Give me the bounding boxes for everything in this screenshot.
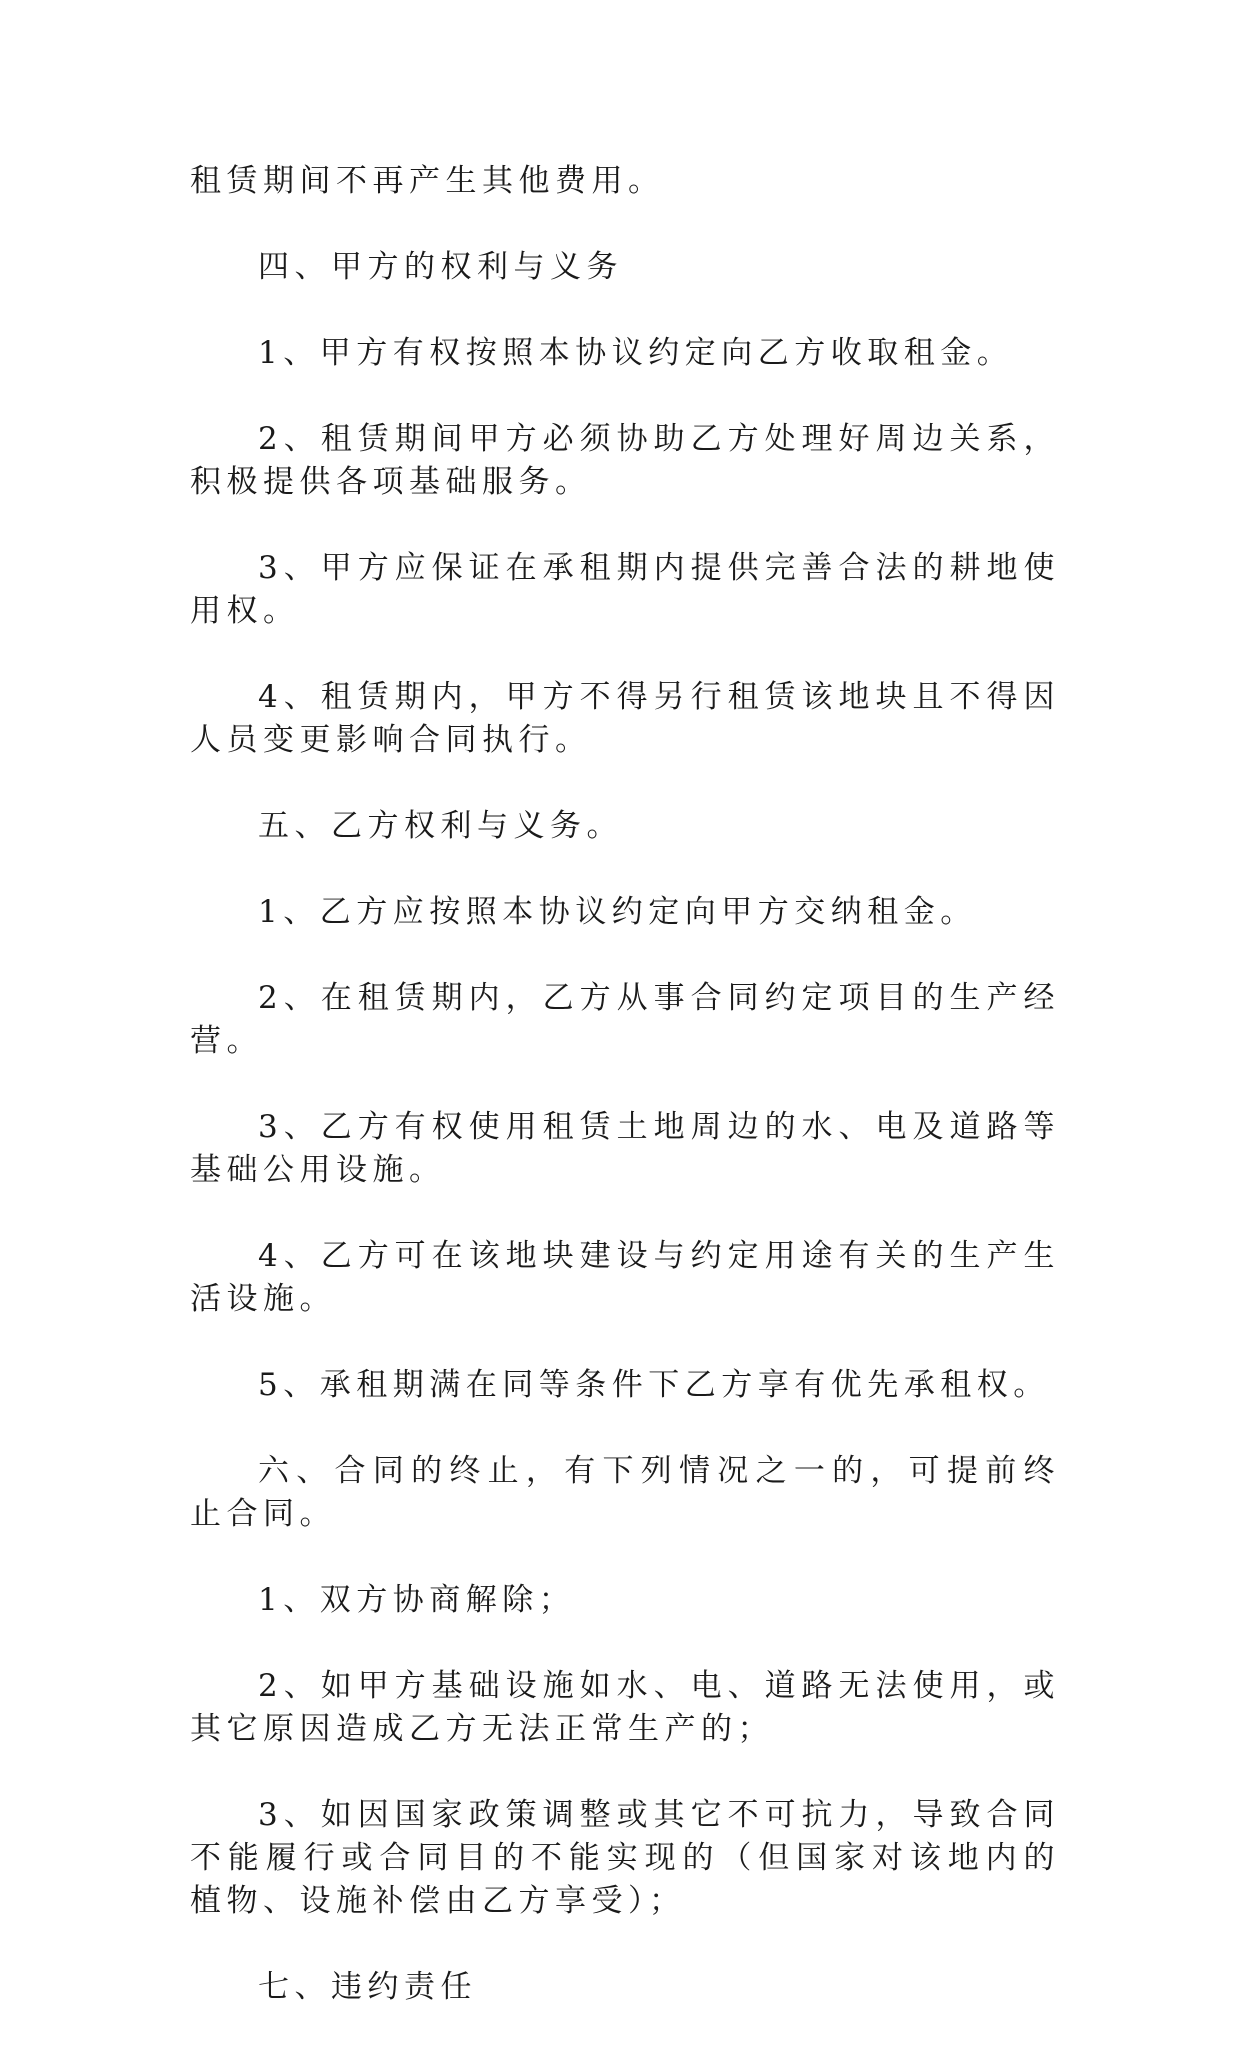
- clause-6-3: 3、如因国家政策调整或其它不可抗力，导致合同不能履行或合同目的不能实现的（但国家对该地内的植物、设施补偿由乙方享受）；: [190, 1797, 1060, 1919]
- clause-5-4: 4、乙方可在该地块建设与约定用途有关的生产生活设施。: [190, 1238, 1060, 1317]
- clause-4-2: 2、租赁期间甲方必须协助乙方处理好周边关系，积极提供各项基础服务。: [190, 421, 1060, 500]
- clause-6-2: 2、如甲方基础设施如水、电、道路无法使用，或其它原因造成乙方无法正常生产的；: [190, 1668, 1060, 1747]
- section-heading-7: 七、违约责任: [258, 1969, 477, 2005]
- clause-4-1: 1、甲方有权按照本协议约定向乙方收取租金。: [258, 335, 1014, 371]
- paragraph-1: 租赁期间不再产生其他费用。: [190, 163, 665, 199]
- clause-5-5: 5、承租期满在同等条件下乙方享有优先承租权。: [258, 1367, 1050, 1403]
- section-heading-6: 六、合同的终止，有下列情况之一的，可提前终止合同。: [190, 1453, 1060, 1532]
- clause-5-3: 3、乙方有权使用租赁土地周边的水、电及道路等基础公用设施。: [190, 1109, 1060, 1188]
- clause-6-1: 1、双方协商解除；: [258, 1582, 576, 1618]
- section-heading-4: 四、甲方的权利与义务: [258, 249, 623, 285]
- clause-4-4: 4、租赁期内，甲方不得另行租赁该地块且不得因人员变更影响合同执行。: [190, 679, 1060, 758]
- clause-5-2: 2、在租赁期内，乙方从事合同约定项目的生产经营。: [190, 980, 1060, 1059]
- document-body: [190, 160, 1060, 2052]
- clause-4-3: 3、甲方应保证在承租期内提供完善合法的耕地使用权。: [190, 550, 1060, 629]
- clause-5-1: 1、乙方应按照本协议约定向甲方交纳租金。: [258, 894, 977, 930]
- section-heading-5: 五、乙方权利与义务。: [258, 808, 623, 844]
